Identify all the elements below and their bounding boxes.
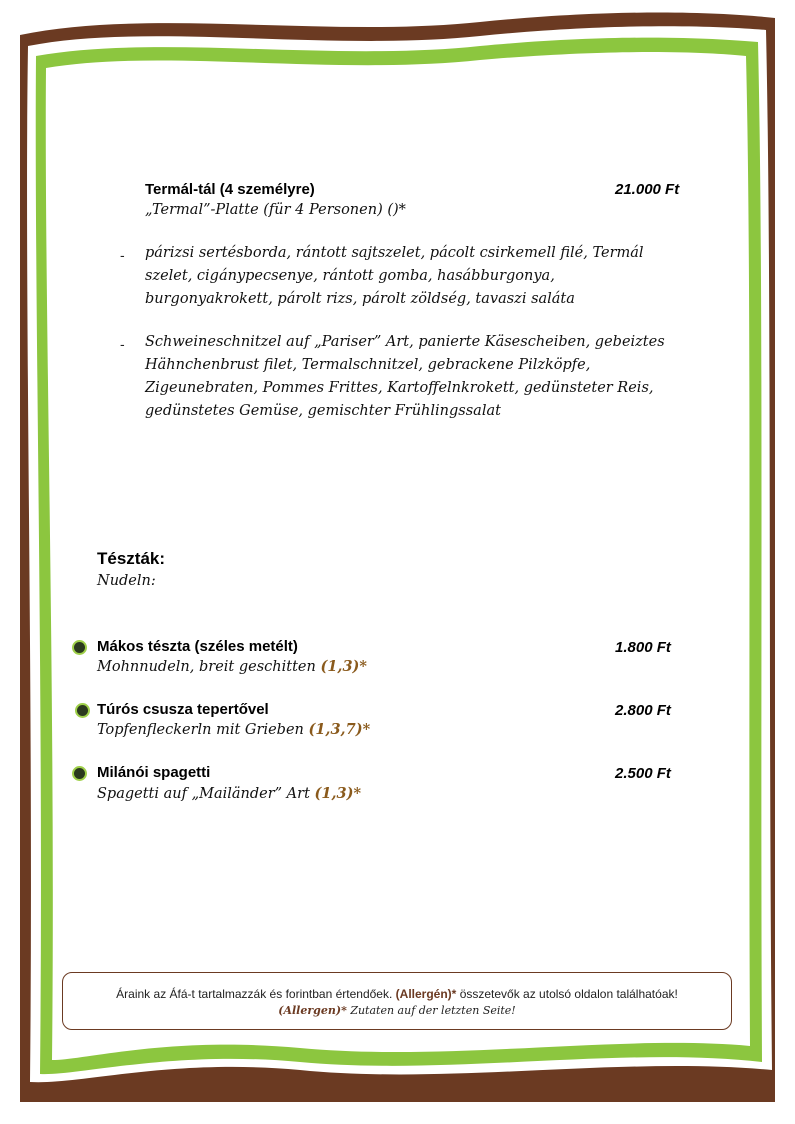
item-name-hu: Túrós csusza tepertővel (97, 701, 269, 718)
list-dash: - (120, 247, 125, 263)
item-name-de-text: Mohnnudeln, breit geschitten (97, 659, 316, 675)
item-price: 2.500 Ft (615, 765, 671, 782)
platter-desc-hu (145, 242, 644, 311)
footer-allergen-label: (Allergén) (395, 987, 452, 1001)
item-name-de (97, 721, 370, 738)
platter-desc-de (145, 331, 665, 423)
bullet-icon (74, 642, 85, 653)
bullet-icon (77, 705, 88, 716)
platter-name-de: „Termal”-Platte (für 4 Personen) ()* (145, 202, 406, 218)
footer-allergen-star: * (341, 1004, 347, 1017)
footer-text: összetevők az utolsó oldalon találhatóak! (459, 987, 678, 1001)
bullet-icon (74, 768, 85, 779)
item-name-de-text: Topfenfleckerln mit Grieben (97, 722, 304, 738)
item-name-de (97, 658, 367, 675)
footer-text: Zutaten auf der letzten Seite! (350, 1004, 516, 1017)
section-title-de: Nudeln: (97, 573, 156, 589)
item-name-de-text: Spagetti auf „Mailänder” Art (97, 786, 310, 802)
allergen-code: (1,3,7) (308, 721, 363, 738)
footer-allergen-star: * (451, 987, 457, 1001)
item-name-hu: Mákos tészta (széles metélt) (97, 638, 298, 655)
allergen-star: * (362, 721, 371, 738)
footer-line-de (63, 1004, 731, 1017)
platter-price: 21.000 Ft (615, 181, 680, 198)
desc-line: gedünstetes Gemüse, gemischter Frühlingssalat (145, 403, 501, 419)
footer-text: Áraink az Áfá-t tartalmazzák és forintban értendőek. (116, 987, 393, 1001)
platter-name-hu: Termál-tál (4 személyre) (145, 181, 315, 198)
allergen-code: (1,3) (320, 658, 360, 675)
list-dash: - (120, 336, 125, 352)
footer-notice-box (62, 972, 732, 1030)
item-price: 1.800 Ft (615, 639, 671, 656)
footer-line-hu (63, 987, 731, 1001)
allergen-star: * (359, 658, 367, 675)
desc-line: szelet, cigánypecsenye, rántott gomba, hasábburgonya, (145, 268, 555, 284)
desc-line: burgonyakrokett, párolt rizs, párolt zöldség, tavaszi saláta (145, 291, 575, 307)
allergen-star: * (353, 785, 362, 802)
item-price: 2.800 Ft (615, 702, 671, 719)
item-name-hu: Milánói spagetti (97, 764, 211, 781)
desc-line: Zigeunebraten, Pommes Frittes, Kartoffelnkrokett, gedünsteter Reis, (145, 380, 654, 396)
desc-line: Schweineschnitzel auf „Pariser” Art, panierte Käsescheiben, gebeiztes (145, 334, 665, 350)
desc-line: párizsi sertésborda, rántott sajtszelet, pácolt csirkemell filé, Termál (145, 245, 644, 261)
section-title-hu: Tészták: (97, 549, 166, 568)
footer-allergen-label: (Allergen) (278, 1004, 342, 1017)
item-name-de (97, 785, 361, 802)
desc-line: Hähnchenbrust filet, Termalschnitzel, gebrackene Pilzköpfe, (145, 357, 591, 373)
allergen-code: (1,3) (314, 785, 354, 802)
